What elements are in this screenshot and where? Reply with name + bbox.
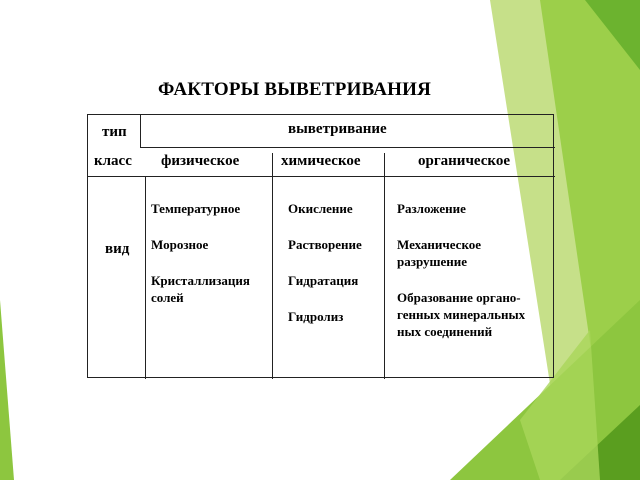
tip-label: тип	[102, 124, 127, 140]
class-organic: органическое	[418, 153, 510, 169]
list-item: Кристаллизация	[151, 273, 250, 288]
class-label: класс	[94, 153, 132, 169]
divider-physical-chemical	[272, 153, 273, 379]
list-item: разрушение	[397, 254, 468, 269]
organic-items	[397, 200, 525, 340]
physical-items	[151, 200, 250, 306]
page-title: ФАКТОРЫ ВЫВЕТРИВАНИЯ	[158, 79, 432, 100]
green-stripe-left	[0, 300, 14, 480]
list-item: Механическое	[397, 237, 482, 252]
list-item: Гидратация	[288, 273, 359, 288]
list-item: Разложение	[397, 201, 466, 216]
list-item: Гидролиз	[288, 309, 344, 324]
list-item: ных соединений	[397, 324, 493, 339]
divider-tip-vertical	[140, 115, 141, 147]
list-item: Температурное	[151, 201, 241, 216]
list-item: генных минеральных	[397, 307, 526, 322]
chemical-items	[288, 200, 362, 325]
list-item: Окисление	[288, 201, 353, 216]
weathering-table	[87, 114, 554, 378]
class-chemical: химическое	[281, 153, 361, 169]
list-item: солей	[151, 290, 184, 305]
list-item: Образование органо-	[397, 290, 521, 305]
weathering-label: выветривание	[288, 121, 387, 137]
vid-label: вид	[105, 241, 130, 257]
divider-left-column	[145, 176, 146, 379]
divider-header-horizontal	[140, 147, 555, 148]
class-physical: физическое	[161, 153, 240, 169]
divider-chemical-organic	[384, 153, 385, 379]
divider-class-row-horizontal	[88, 176, 555, 177]
list-item: Морозное	[151, 237, 209, 252]
list-item: Растворение	[288, 237, 362, 252]
